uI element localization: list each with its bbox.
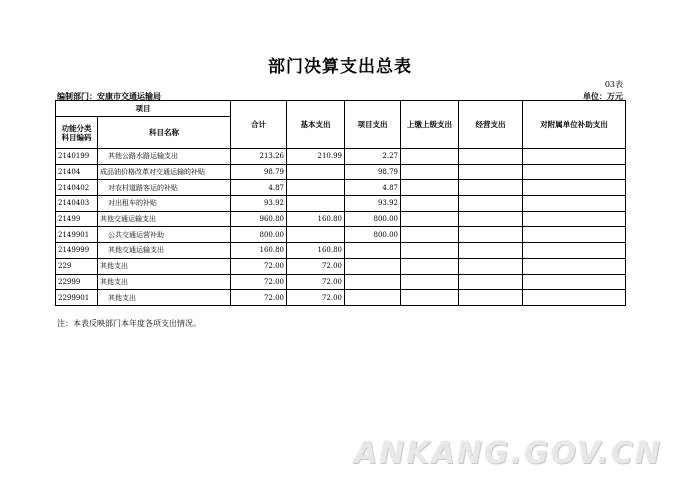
cell-code: 2299901 (56, 290, 98, 306)
cell-name: 其他公路水路运输支出 (98, 149, 231, 165)
cell-total: 72.00 (231, 290, 287, 306)
cell-code: 21499 (56, 211, 98, 227)
cell-code: 21404 (56, 164, 98, 180)
cell-business (459, 258, 523, 274)
cell-basic (287, 196, 345, 212)
table-row (56, 196, 626, 212)
cell-name: 其他交通运输支出 (98, 243, 231, 259)
cell-code: 229 (56, 258, 98, 274)
cell-name: 公共交通运营补助 (98, 227, 231, 243)
cell-name: 其他支出 (98, 290, 231, 306)
cell-total: 213.26 (231, 149, 287, 165)
table-row (56, 164, 626, 180)
cell-subsidy (523, 180, 626, 196)
cell-upper (401, 227, 459, 243)
form-code: 03表 (604, 80, 623, 89)
cell-total: 4.87 (231, 180, 287, 196)
cell-code: 2140403 (56, 196, 98, 212)
cell-subsidy (523, 258, 626, 274)
cell-subsidy (523, 149, 626, 165)
cell-total: 93.92 (231, 196, 287, 212)
cell-subsidy (523, 164, 626, 180)
cell-subsidy (523, 196, 626, 212)
table-row (56, 211, 626, 227)
cell-project: 2.27 (345, 149, 401, 165)
cell-project: 98.79 (345, 164, 401, 180)
table-row (56, 274, 626, 290)
cell-project (345, 274, 401, 290)
cell-upper (401, 243, 459, 259)
cell-subsidy (523, 274, 626, 290)
cell-basic: 72.00 (287, 258, 345, 274)
cell-basic: 160.80 (287, 211, 345, 227)
cell-name: 成品油价格改革对交通运输的补贴 (98, 164, 231, 180)
header-business: 经营支出 (459, 101, 523, 149)
cell-project (345, 258, 401, 274)
table-row (56, 149, 626, 165)
cell-business (459, 164, 523, 180)
cell-total: 960.80 (231, 211, 287, 227)
cell-upper (401, 149, 459, 165)
cell-name: 对出租车的补贴 (98, 196, 231, 212)
header-item: 项目 (56, 101, 231, 117)
header-total: 合计 (231, 101, 287, 149)
cell-basic (287, 164, 345, 180)
cell-business (459, 211, 523, 227)
cell-project: 93.92 (345, 196, 401, 212)
dept-label: 编制部门：安康市交通运输局 (57, 91, 161, 101)
cell-business (459, 227, 523, 243)
table-row (56, 243, 626, 259)
cell-upper (401, 211, 459, 227)
cell-project: 800.00 (345, 227, 401, 243)
site-watermark: ANKANG.GOV.CN (353, 436, 662, 471)
unit-label: 单位：万元 (583, 91, 623, 101)
cell-upper (401, 180, 459, 196)
cell-project: 800.00 (345, 211, 401, 227)
header-basic: 基本支出 (287, 101, 345, 149)
header-upper: 上缴上级支出 (401, 101, 459, 149)
table-row (56, 180, 626, 196)
cell-name: 其他支出 (98, 258, 231, 274)
cell-code: 2140199 (56, 149, 98, 165)
cell-total: 72.00 (231, 274, 287, 290)
cell-basic: 210.99 (287, 149, 345, 165)
table-row (56, 258, 626, 274)
cell-subsidy (523, 227, 626, 243)
cell-project: 4.87 (345, 180, 401, 196)
table-row (56, 290, 626, 306)
cell-name: 对农村道路客运的补贴 (98, 180, 231, 196)
cell-code: 22999 (56, 274, 98, 290)
header-name: 科目名称 (98, 117, 231, 149)
cell-total: 72.00 (231, 258, 287, 274)
page-title: 部门决算支出总表 (268, 57, 412, 77)
cell-upper (401, 258, 459, 274)
cell-project (345, 290, 401, 306)
cell-code: 2149901 (56, 227, 98, 243)
expenditure-table (55, 100, 626, 306)
cell-upper (401, 164, 459, 180)
header-project: 项目支出 (345, 101, 401, 149)
cell-business (459, 274, 523, 290)
cell-business (459, 149, 523, 165)
cell-upper (401, 196, 459, 212)
cell-total: 160.80 (231, 243, 287, 259)
cell-basic: 160.80 (287, 243, 345, 259)
cell-subsidy (523, 243, 626, 259)
cell-project (345, 243, 401, 259)
cell-basic (287, 180, 345, 196)
cell-total: 800.00 (231, 227, 287, 243)
cell-code: 2140402 (56, 180, 98, 196)
header-code: 功能分类科目编码 (56, 117, 98, 149)
table-row (56, 227, 626, 243)
cell-business (459, 243, 523, 259)
cell-upper (401, 290, 459, 306)
cell-basic: 72.00 (287, 274, 345, 290)
cell-basic: 72.00 (287, 290, 345, 306)
cell-name: 其他支出 (98, 274, 231, 290)
cell-business (459, 196, 523, 212)
header-subsidy: 对附属单位补助支出 (523, 101, 626, 149)
cell-subsidy (523, 290, 626, 306)
cell-basic (287, 227, 345, 243)
cell-upper (401, 274, 459, 290)
cell-name: 其他交通运输支出 (98, 211, 231, 227)
cell-code: 2149999 (56, 243, 98, 259)
cell-business (459, 180, 523, 196)
cell-subsidy (523, 211, 626, 227)
cell-business (459, 290, 523, 306)
cell-total: 98.79 (231, 164, 287, 180)
footnote: 注：本表反映部门本年度各项支出情况。 (57, 319, 201, 328)
